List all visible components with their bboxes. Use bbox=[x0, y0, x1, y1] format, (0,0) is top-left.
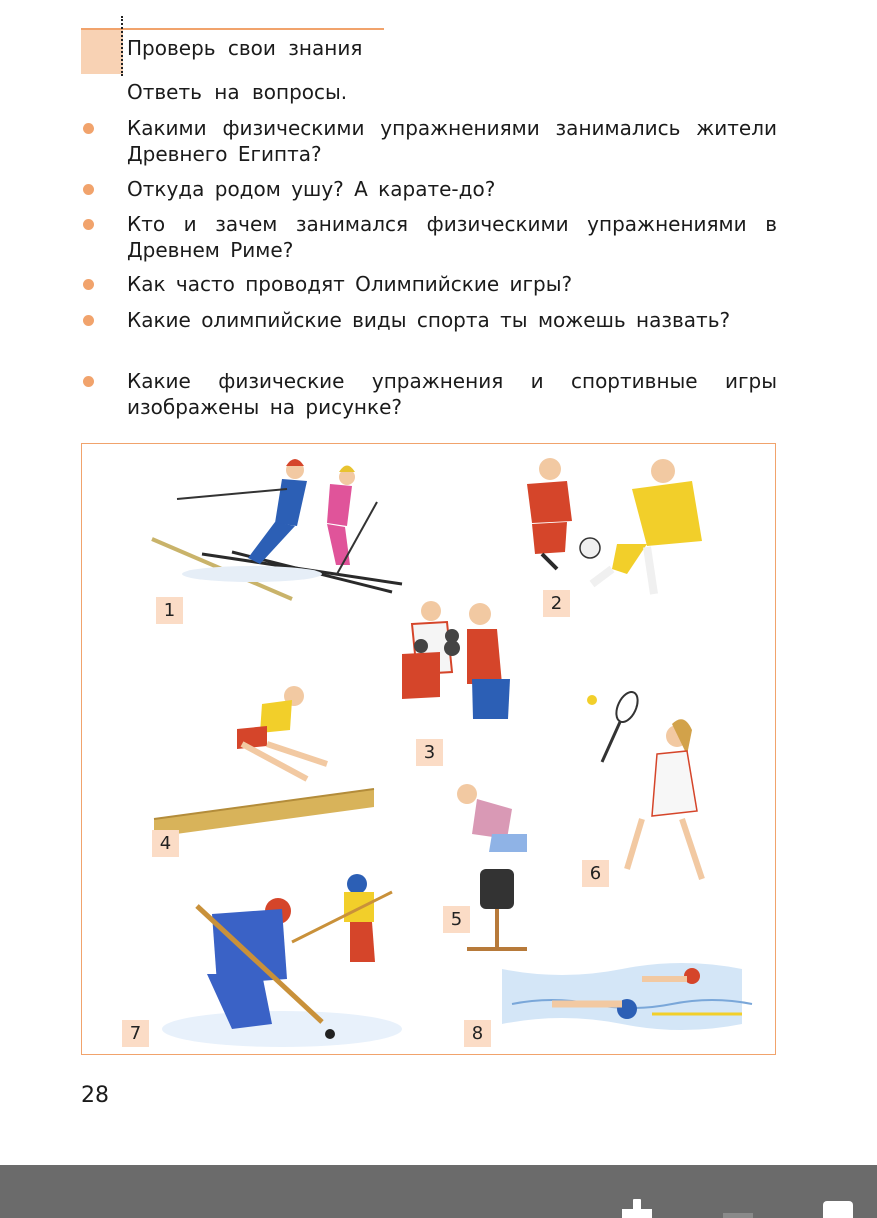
bullet-icon bbox=[83, 123, 94, 134]
question-text: Откуда родом ушу? А карате-до? bbox=[127, 177, 496, 201]
boxing-illustration bbox=[402, 601, 510, 719]
question-text: Какие олимпийские виды спорта ты можешь назвать? bbox=[127, 308, 731, 332]
bullet-icon bbox=[83, 376, 94, 387]
question-text: Какие физические упражнения и спортивные игры изображены на рисунке? bbox=[127, 369, 777, 419]
illustration-label: 4 bbox=[152, 830, 179, 857]
fullscreen-button[interactable] bbox=[823, 1201, 853, 1218]
intro-text: Ответь на вопросы. bbox=[127, 80, 348, 104]
viewer-toolbar bbox=[0, 1165, 877, 1218]
question-item bbox=[127, 307, 777, 333]
question-item bbox=[127, 176, 777, 202]
section-title: Проверь свои знания bbox=[127, 36, 363, 60]
bullet-icon bbox=[83, 315, 94, 326]
illustration-label: 6 bbox=[582, 860, 609, 887]
zoom-out-button[interactable] bbox=[723, 1213, 753, 1218]
header-divider bbox=[121, 16, 123, 76]
illustration-label: 7 bbox=[122, 1020, 149, 1047]
question-text: Кто и зачем занимался физическими упражнениями в Древнем Риме? bbox=[127, 212, 777, 262]
long-jump-illustration bbox=[154, 686, 374, 837]
football-illustration bbox=[527, 458, 702, 594]
sports-illustration bbox=[81, 443, 776, 1055]
page-number: 28 bbox=[81, 1083, 109, 1108]
illustration-label: 8 bbox=[464, 1020, 491, 1047]
illustration-label: 2 bbox=[543, 590, 570, 617]
plus-icon-stem bbox=[633, 1199, 641, 1218]
ice-hockey-illustration bbox=[162, 874, 402, 1047]
header-accent-line bbox=[81, 28, 384, 30]
illustration-label: 5 bbox=[443, 906, 470, 933]
question-text: Какими физическими упражнениями занимались жители Древнего Египта? bbox=[127, 116, 777, 166]
illustration-label: 1 bbox=[156, 597, 183, 624]
question-item bbox=[127, 368, 777, 420]
illustration-label: 3 bbox=[416, 739, 443, 766]
question-item bbox=[127, 271, 777, 297]
skiing-illustration bbox=[152, 459, 402, 599]
tennis-illustration bbox=[587, 689, 702, 879]
header-accent-block bbox=[81, 28, 123, 74]
question-item bbox=[127, 115, 777, 167]
swimming-illustration bbox=[502, 963, 752, 1030]
question-text: Как часто проводят Олимпийские игры? bbox=[127, 272, 573, 296]
bullet-icon bbox=[83, 279, 94, 290]
bullet-icon bbox=[83, 184, 94, 195]
question-item bbox=[127, 211, 777, 263]
bullet-icon bbox=[83, 219, 94, 230]
